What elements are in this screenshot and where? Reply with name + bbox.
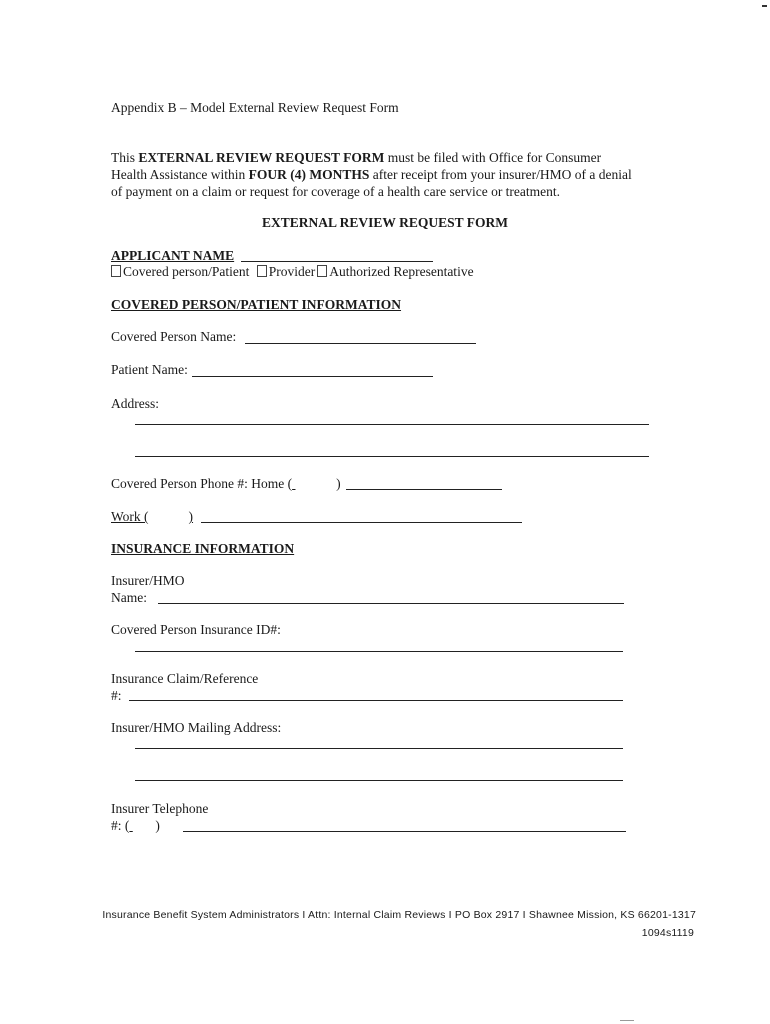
intro-text-d: after receipt from your insurer/HMO of a denial xyxy=(369,167,632,182)
home-phone-row xyxy=(111,475,341,492)
insurer-name-label-1: Insurer/HMO xyxy=(111,573,185,588)
checkbox-provider[interactable] xyxy=(257,265,267,277)
intro-paragraph xyxy=(111,149,656,200)
footer-code: 1094s1119 xyxy=(641,927,694,939)
intro-text-b: must be filed with Office for Consumer xyxy=(384,150,602,165)
covered-person-name-label: Covered Person Name: xyxy=(111,329,237,344)
patient-name-label: Patient Name: xyxy=(111,362,188,377)
address-field-line-1[interactable] xyxy=(135,424,649,425)
option-authorized-rep-label: Authorized Representative xyxy=(329,264,474,279)
insurer-name-label-2: Name: xyxy=(111,590,147,605)
insurance-id-field[interactable] xyxy=(135,651,623,652)
work-phone-paren: ) xyxy=(188,509,194,524)
option-covered-person-label: Covered person/Patient xyxy=(123,264,250,279)
insurance-id-label: Covered Person Insurance ID#: xyxy=(111,622,281,637)
mailing-address-label: Insurer/HMO Mailing Address: xyxy=(111,720,282,735)
work-phone-row xyxy=(111,508,193,525)
insurer-telephone-label-1: Insurer Telephone xyxy=(111,801,209,816)
claim-reference-field[interactable] xyxy=(129,700,623,701)
work-phone-label: Work ( xyxy=(111,509,149,524)
claim-reference-label-2: #: xyxy=(111,688,122,703)
home-area-code-field[interactable] xyxy=(292,475,336,492)
applicant-name-label: APPLICANT NAME xyxy=(111,248,235,263)
home-phone-paren: ) xyxy=(336,476,341,491)
intro-bold-form: EXTERNAL REVIEW REQUEST FORM xyxy=(138,150,385,165)
insurer-telephone-label xyxy=(111,800,208,834)
work-phone-field[interactable] xyxy=(201,522,522,523)
insurer-name-field[interactable] xyxy=(158,603,624,604)
insurer-telephone-field[interactable] xyxy=(183,831,626,832)
appendix-title: Appendix B – Model External Review Request Form xyxy=(111,100,399,115)
claim-reference-label-1: Insurance Claim/Reference xyxy=(111,671,259,686)
intro-text-a: This xyxy=(111,150,139,165)
checkbox-covered-person[interactable] xyxy=(111,265,121,277)
work-area-code-field[interactable] xyxy=(149,508,189,525)
insurer-telephone-hash: #: ( xyxy=(111,818,130,833)
mailing-address-field-line-2[interactable] xyxy=(135,780,623,781)
intro-line-3: of payment on a claim or request for coverage of a health care service or treatment. xyxy=(111,184,561,199)
home-phone-label: Covered Person Phone #: Home ( xyxy=(111,476,293,491)
form-title: EXTERNAL REVIEW REQUEST FORM xyxy=(262,215,508,230)
address-field-line-2[interactable] xyxy=(135,456,649,457)
intro-bold-months: FOUR (4) MONTHS xyxy=(248,167,370,182)
insurance-heading: INSURANCE INFORMATION xyxy=(111,541,295,556)
option-provider-label: Provider xyxy=(268,264,316,279)
address-label: Address: xyxy=(111,396,159,411)
insurer-name-label xyxy=(111,572,185,606)
patient-name-field[interactable] xyxy=(192,376,433,377)
claim-reference-label xyxy=(111,670,258,704)
intro-line-2 xyxy=(111,166,656,183)
intro-line-1 xyxy=(111,149,656,166)
applicant-type-options xyxy=(111,263,474,280)
scan-mark xyxy=(620,1020,634,1021)
intro-text-c: Health Assistance within xyxy=(111,167,249,182)
insurer-telephone-paren: ) xyxy=(155,818,160,833)
footer-address: Insurance Benefit System Administrators I Attn: Internal Claim Reviews I PO Box 2917 I Shawnee Mission, KS 66201-1317 xyxy=(102,909,696,921)
insurer-area-code-field[interactable] xyxy=(129,817,155,834)
applicant-name-field[interactable] xyxy=(241,261,433,262)
covered-person-heading: COVERED PERSON/PATIENT INFORMATION xyxy=(111,297,402,312)
scan-mark xyxy=(762,5,767,7)
covered-person-name-field[interactable] xyxy=(245,343,476,344)
mailing-address-field-line-1[interactable] xyxy=(135,748,623,749)
checkbox-authorized-rep[interactable] xyxy=(317,265,327,277)
home-phone-field[interactable] xyxy=(346,489,502,490)
